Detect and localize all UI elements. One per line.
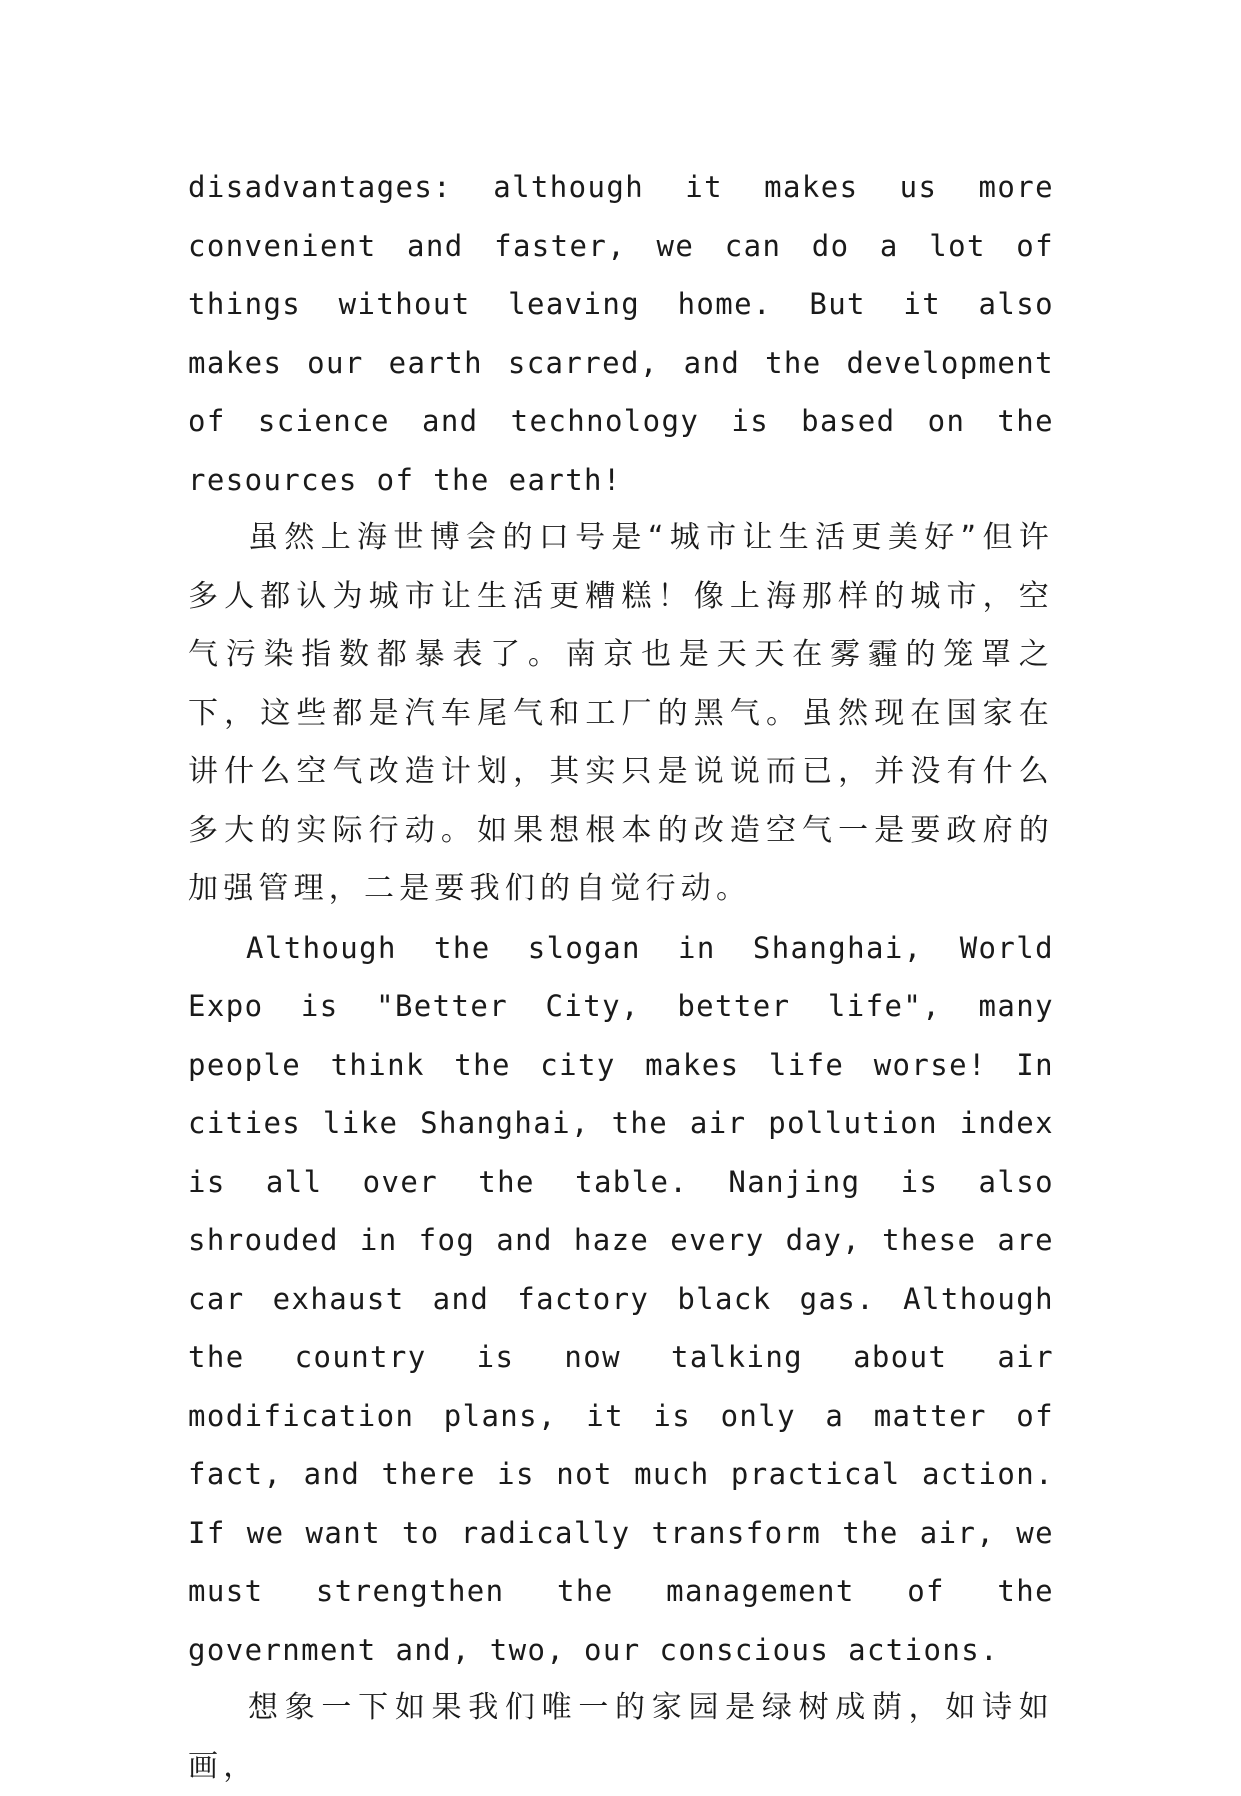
paragraph-imagine-zh: 想象一下如果我们唯一的家园是绿树成荫，如诗如画， [188, 1690, 1054, 1784]
paragraph-expo-slogan-en: Although the slogan in Shanghai, World Expo is "Better City, better life", many people think the city makes life worse! In cities like Shanghai, the air pollution index is all over the table. Nanjing is also shrouded in fog and haze every day, these are car exhaust and factory black gas. Although the country is now talking about air modification plans, it is only a matter of fact, and there is not much practical action. If we want to radically transform the air, we must strengthen the management of the government and, two, our conscious actions. [188, 930, 1054, 1667]
paragraph-disadvantages: disadvantages: although it makes us more convenient and faster, we can do a lot of things without leaving home. But it also makes our earth scarred, and the development of science and technology is based on the resources of the earth! [188, 170, 1054, 497]
document-body [188, 158, 1054, 1796]
paragraph-expo-slogan-zh: 虽然上海世博会的口号是“城市让生活更美好”但许多人都认为城市让生活更糟糕！像上海那样的城市，空气污染指数都暴表了。南京也是天天在雾霾的笼罩之下，这些都是汽车尾气和工厂的黑气。虽然现在国家在讲什么空气改造计划，其实只是说说而已，并没有什么多大的实际行动。如果想根本的改造空气一是要政府的加强管理，二是要我们的自觉行动。 [188, 520, 1054, 906]
